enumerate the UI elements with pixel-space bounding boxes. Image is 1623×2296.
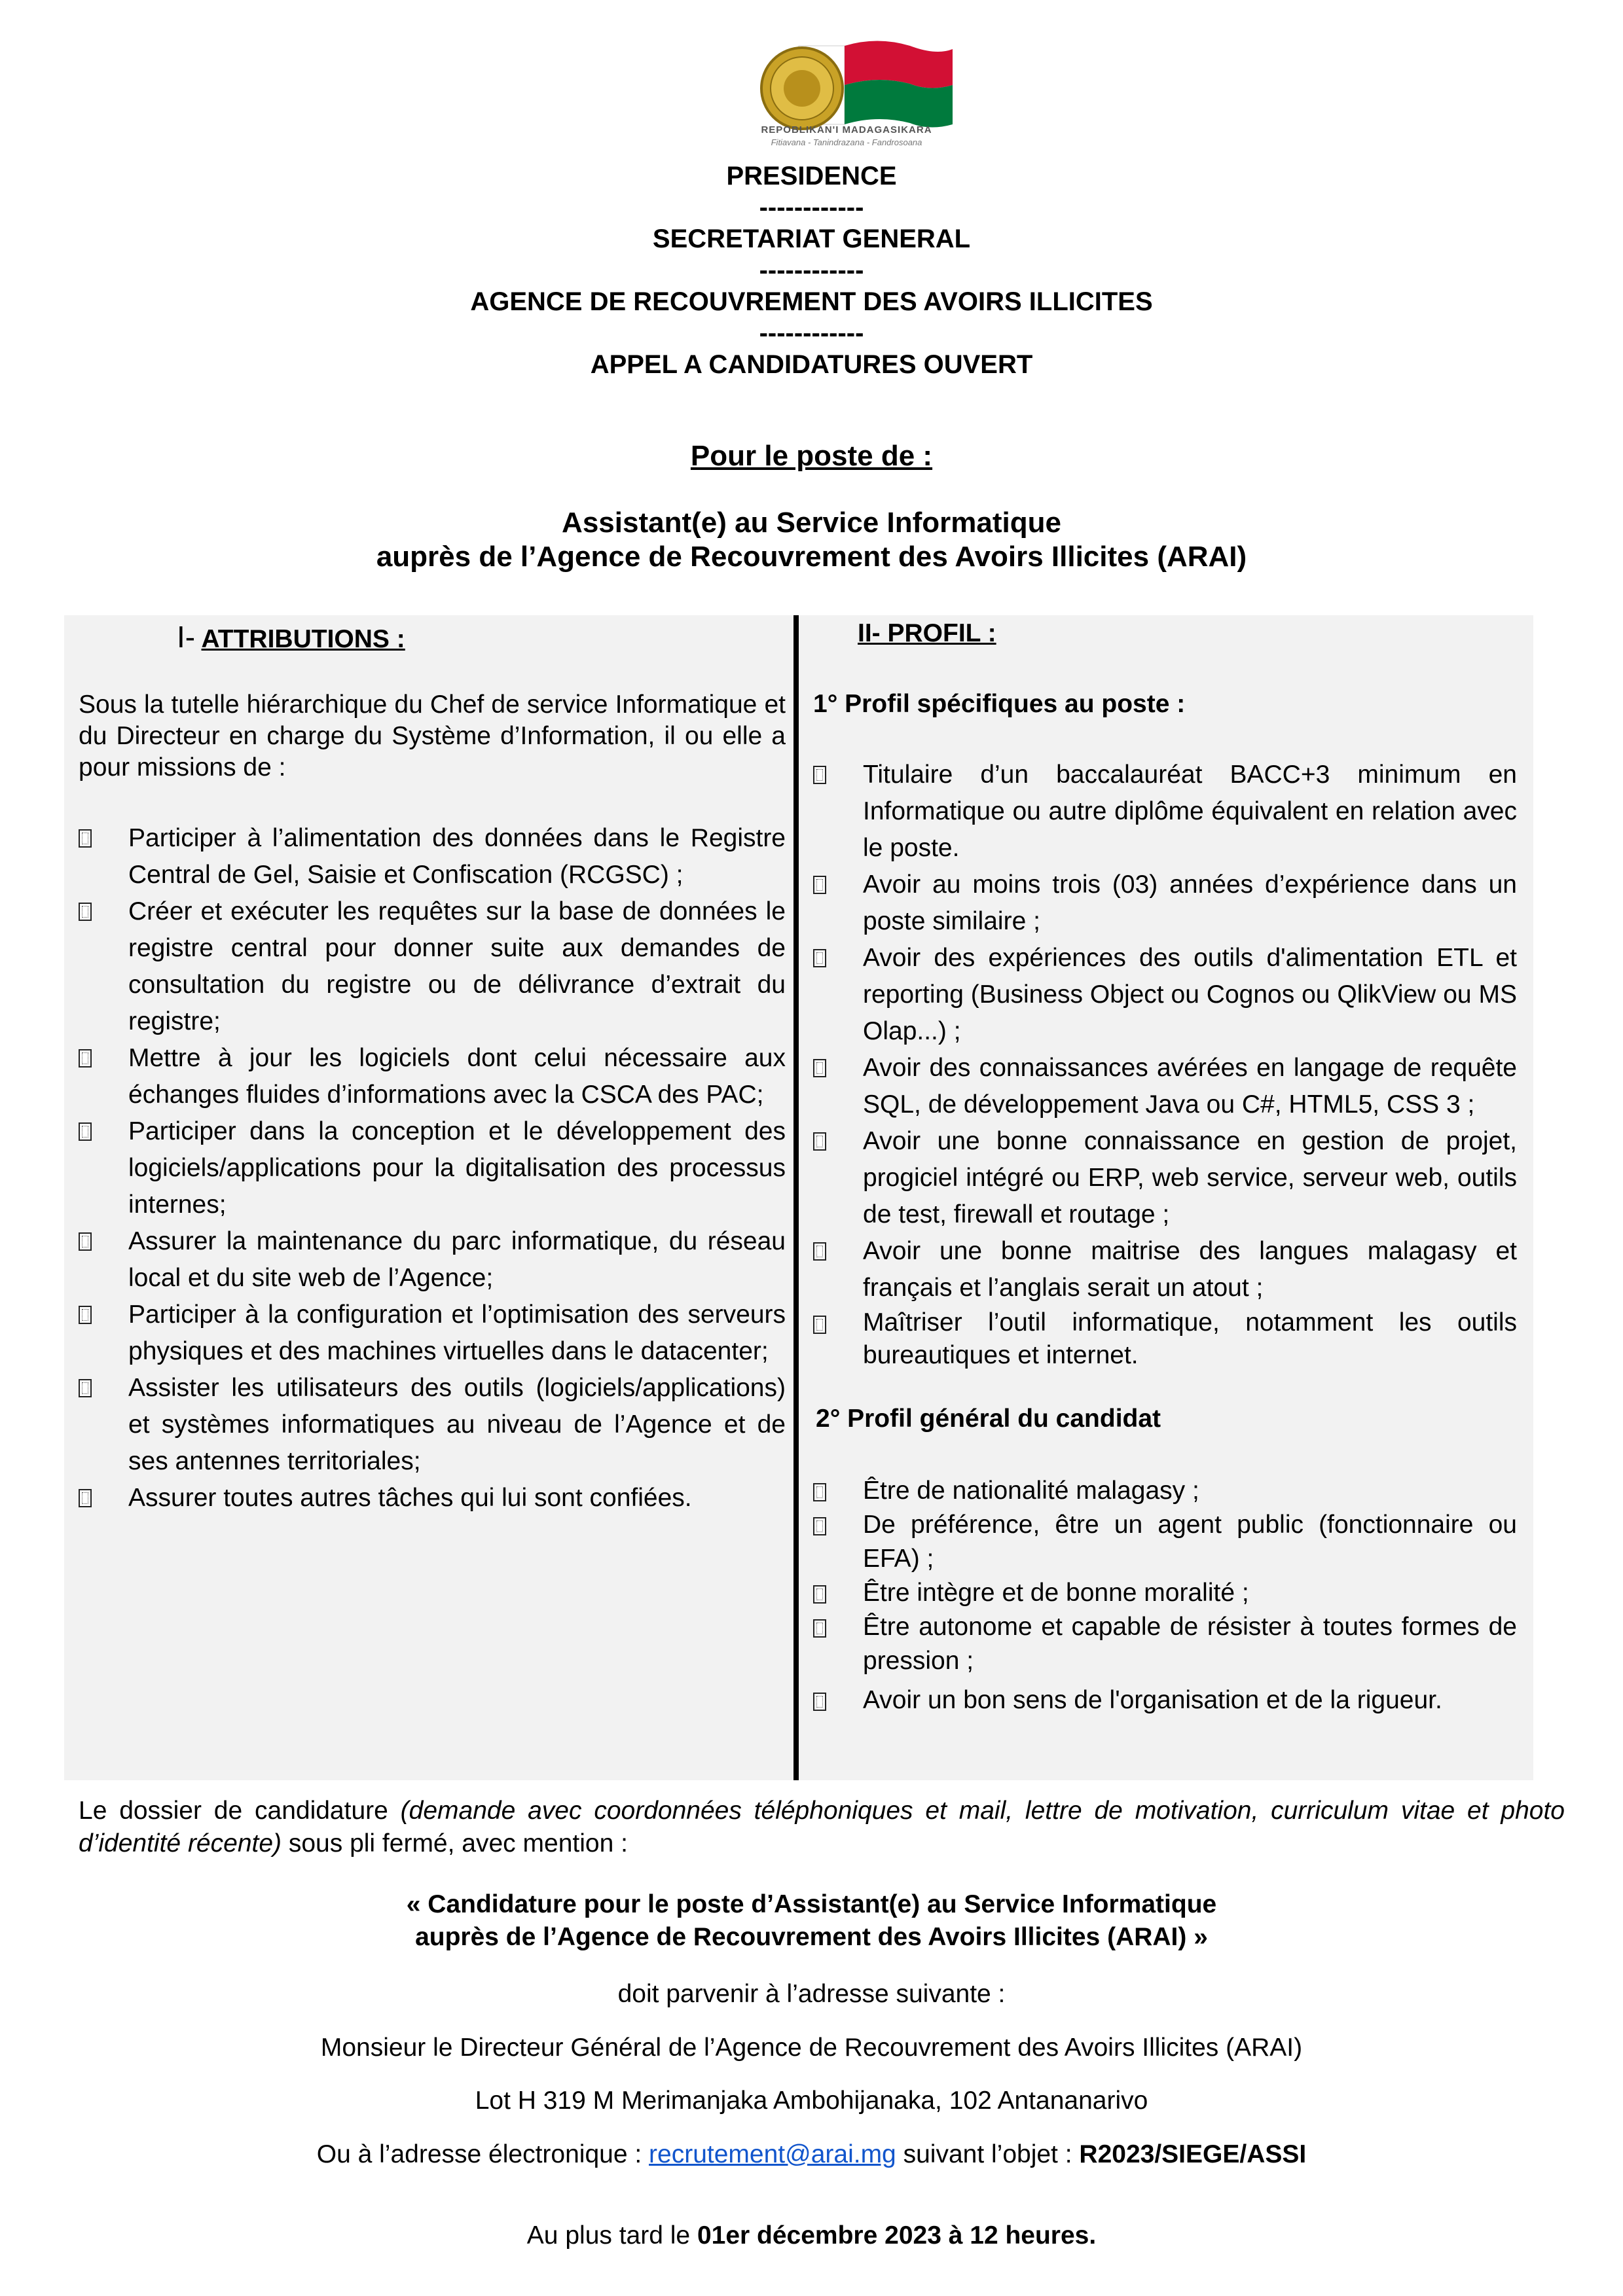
column-divider: [793, 615, 799, 1780]
bullet-box-icon: [813, 1316, 826, 1334]
profil-item: [813, 1508, 1517, 1576]
email-prefix: Ou à l’adresse électronique :: [316, 2140, 649, 2168]
profil-general-title: 2° Profil général du candidat: [816, 1405, 1161, 1433]
deadline-line: [0, 2221, 1623, 2250]
attributions-prefix: I-: [177, 620, 196, 654]
bullet-box-icon: [813, 876, 826, 894]
attribution-text: Participer à l’alimentation des données dans le Registre Central de Gel, Saisie et Confiscation (RCGSC) ;: [128, 824, 786, 889]
profil-item: [813, 1050, 1517, 1123]
attribution-item: [79, 893, 786, 1040]
attribution-text: Assurer la maintenance du parc informatique, du réseau local et du site web de l’Agence;: [128, 1227, 786, 1292]
header-presidence: PRESIDENCE: [726, 162, 897, 190]
bullet-box-icon: [79, 903, 92, 921]
bullet-box-icon: [813, 949, 826, 967]
bullet-box-icon: [79, 829, 92, 848]
dossier-contents: (demande avec coordonnées téléphoniques et mail, lettre de motivation, curriculum vitae et photo d’identité récente): [79, 1797, 1565, 1857]
bullet-box-icon: [79, 1232, 92, 1251]
profil-item-text: Titulaire d’un baccalauréat BACC+3 minimum en Informatique ou autre diplôme équivalent en relation avec le poste.: [863, 761, 1517, 862]
profil-general-list: [813, 1474, 1517, 1717]
profil-item-text: Être autonome et capable de résister à toutes formes de pression ;: [863, 1613, 1517, 1675]
poste-title: Pour le poste de :: [690, 440, 933, 472]
profil-item: [813, 1576, 1517, 1610]
profil-heading: [813, 615, 1517, 652]
bullet-box-icon: [79, 1049, 92, 1067]
header-secretariat: SECRETARIAT GENERAL: [652, 224, 971, 253]
bullet-box-icon: [79, 1379, 92, 1397]
header-separator: ------------: [759, 193, 864, 222]
recipient-text: Monsieur le Directeur Général de l’Agence de Recouvrement des Avoirs Illicites (ARAI): [320, 2034, 1303, 2062]
attributions-list: [79, 820, 786, 1516]
attribution-item: [79, 1223, 786, 1297]
bullet-box-icon: [813, 1483, 826, 1501]
profil-item-text: Avoir des expériences des outils d'alimentation ETL et reporting (Business Object ou Cognos ou QlikView ou MS Olap...) ;: [863, 944, 1517, 1045]
dossier-start: Le dossier de candidature: [79, 1797, 401, 1825]
bullet-box-icon: [813, 1619, 826, 1638]
logo-caption: REPOBLIKAN'I MADAGASIKARA: [761, 124, 932, 135]
header-separator: ------------: [759, 319, 864, 348]
attributions-column: [79, 619, 786, 1516]
attribution-item: [79, 1480, 786, 1516]
attributions-intro: Sous la tutelle hiérarchique du Chef de service Informatique et du Directeur en charge du Système d’Information, il ou elle a pour missions de :: [79, 691, 786, 781]
profil-item-text: De préférence, être un agent public (fonctionnaire ou EFA) ;: [863, 1511, 1517, 1573]
profil-specific-title: 1° Profil spécifiques au poste :: [813, 690, 1186, 718]
attribution-text: Mettre à jour les logiciels dont celui nécessaire aux échanges fluides d’informations avec la CSCA des PAC;: [128, 1044, 786, 1109]
attribution-item: [79, 1113, 786, 1223]
profil-item-text: Avoir au moins trois (03) années d’expérience dans un poste similaire ;: [863, 870, 1517, 935]
bullet-box-icon: [79, 1122, 92, 1141]
profil-item-text: Être intègre et de bonne moralité ;: [863, 1579, 1249, 1607]
dossier-paragraph: [79, 1795, 1565, 1860]
bullet-box-icon: [813, 1693, 826, 1711]
profil-item-text: Avoir un bon sens de l'organisation et de la rigueur.: [863, 1686, 1442, 1714]
deadline-date: 01er décembre 2023 à 12 heures.: [697, 2221, 1097, 2250]
attribution-text: Assurer toutes autres tâches qui lui sont confiées.: [128, 1484, 692, 1512]
profil-column: [813, 615, 1517, 1717]
bullet-box-icon: [813, 766, 826, 784]
email-mid: suivant l’objet :: [896, 2140, 1080, 2168]
bullet-box-icon: [813, 1059, 826, 1077]
bullet-box-icon: [79, 1489, 92, 1507]
profil-item-text: Avoir une bonne connaissance en gestion de projet, progiciel intégré ou ERP, web service, serveur web, outils de test, firewall et routage ;: [863, 1127, 1517, 1229]
profil-item-text: Avoir des connaissances avérées en langage de requête SQL, de développement Java ou C#, HTML5, CSS 3 ;: [863, 1054, 1517, 1119]
attribution-item: [79, 1040, 786, 1113]
bullet-box-icon: [79, 1306, 92, 1324]
profil-item: [813, 940, 1517, 1050]
poste-name-line1: Assistant(e) au Service Informatique: [562, 507, 1061, 539]
deadline-prefix: Au plus tard le: [526, 2221, 697, 2250]
header-agence: AGENCE DE RECOUVREMENT DES AVOIRS ILLICITES: [470, 287, 1153, 316]
profil-item: [813, 1683, 1517, 1717]
bullet-box-icon: [813, 1242, 826, 1261]
profil-item: [813, 1306, 1517, 1372]
attribution-text: Participer dans la conception et le développement des logiciels/applications pour la digitalisation des processus internes;: [128, 1117, 786, 1219]
document-header: [0, 160, 1623, 380]
email-line: [0, 2140, 1623, 2169]
profil-specific-list: [813, 757, 1517, 1372]
attributions-heading: [79, 619, 786, 658]
parvenir-text: doit parvenir à l’adresse suivante :: [617, 1980, 1006, 2008]
mention-line2: auprès de l’Agence de Recouvrement des Avoirs Illicites (ARAI) »: [415, 1923, 1208, 1951]
attribution-text: Assister les utilisateurs des outils (logiciels/applications) et systèmes informatiques au niveau de l’Agence et de ses antennes territoriales;: [128, 1374, 786, 1475]
poste-name: [0, 506, 1623, 574]
profil-item-text: Être de nationalité malagasy ;: [863, 1477, 1199, 1505]
profil-item: [813, 1610, 1517, 1678]
bullet-box-icon: [813, 1517, 826, 1535]
object-reference: R2023/SIEGE/ASSI: [1079, 2140, 1307, 2168]
mention-line1: « Candidature pour le poste d’Assistant(e) au Service Informatique: [406, 1890, 1217, 1918]
poste-name-line2: auprès de l’Agence de Recouvrement des Avoirs Illicites (ARAI): [376, 541, 1247, 573]
logo-motto: Fitiavana - Tanindrazana - Fandrosoana: [771, 137, 922, 147]
attributions-heading-text: ATTRIBUTIONS :: [201, 625, 405, 653]
address-text: Lot H 319 M Merimanjaka Ambohijanaka, 102 Antananarivo: [475, 2087, 1148, 2115]
profil-item: [813, 757, 1517, 867]
profil-item: [813, 1474, 1517, 1508]
dossier-end: sous pli fermé, avec mention :: [282, 1829, 628, 1857]
profil-item: [813, 867, 1517, 940]
header-separator: ------------: [759, 256, 864, 285]
profil-item: [813, 1233, 1517, 1306]
attribution-text: Créer et exécuter les requêtes sur la base de données le registre central pour donner suite aux demandes de consultation du registre ou de délivrance d’extrait du registre;: [128, 897, 786, 1035]
attribution-item: [79, 1370, 786, 1480]
email-link[interactable]: recrutement@arai.mg: [649, 2140, 896, 2168]
attribution-item: [79, 1297, 786, 1370]
attribution-item: [79, 820, 786, 893]
profil-item: [813, 1123, 1517, 1233]
header-appel: APPEL A CANDIDATURES OUVERT: [590, 350, 1033, 379]
attribution-text: Participer à la configuration et l’optimisation des serveurs physiques et des machines virtuelles dans le datacenter;: [128, 1300, 786, 1365]
profil-item-text: Avoir une bonne maitrise des langues malagasy et français et l’anglais serait un atout ;: [863, 1237, 1517, 1302]
bullet-box-icon: [813, 1585, 826, 1604]
profil-item-text: Maîtriser l’outil informatique, notamment les outils bureautiques et internet.: [863, 1308, 1517, 1369]
profil-heading-text: II- PROFIL :: [858, 619, 996, 647]
bullet-box-icon: [813, 1132, 826, 1151]
